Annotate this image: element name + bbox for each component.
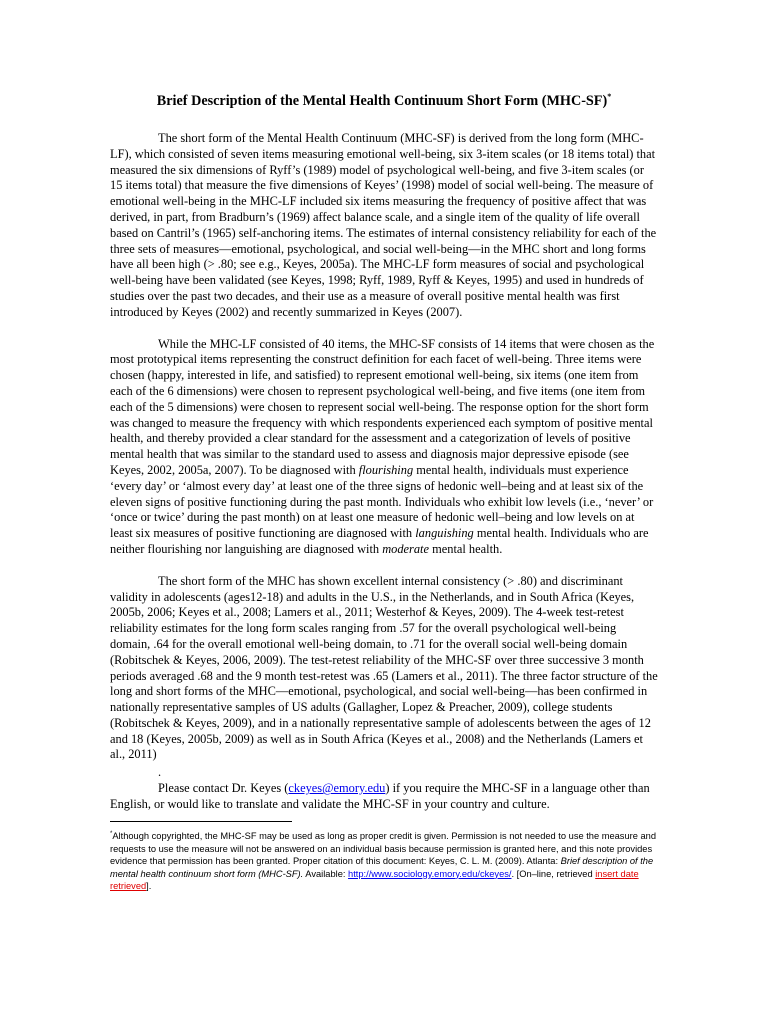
email-link[interactable]: ckeyes@emory.edu bbox=[288, 781, 386, 796]
document-page bbox=[110, 88, 658, 893]
footnote-separator bbox=[110, 821, 292, 822]
languishing-term: languishing bbox=[415, 526, 474, 541]
insert-date-placeholder: insert date retrieved bbox=[110, 868, 639, 892]
flourishing-term: flourishing bbox=[358, 462, 414, 477]
moderate-term: moderate bbox=[382, 541, 430, 556]
footnote: *Although copyrighted, the MHC-SF may be used as long as proper credit is given. Permission is not needed to use the measure and requests to use the measure will not be answered on an individual basis because permission is granted here, and this note provides evidence that permission has been granted. Proper citation of this document: Keyes, C. L. M. (2009). Atlanta: Brief description of the mental health continuum short form (MHC-SF). Available: http://www.sociology.emory.edu/ckeyes/. [On–line, retrieved insert date retrieved]. bbox=[110, 830, 656, 892]
paragraph-1: The short form of the Mental Health Continuum (MHC-SF) is derived from the long form (MHC-LF), which consisted of seven items measuring emotional well-being, six 3-item scales (or 18 items total) that measured the six dimensions of Ryff’s (1989) model of psychological well-being, and five 3-item scales (or 15 items total) that measure the five dimensions of Keyes’ (1998) model of social well-being. The measure of emotional well-being in the MHC-LF included six items measuring the frequency of positive affect that was derived, in part, from Bradburn’s (1969) affect balance scale, and a single item of the quality of life overall based on Cantril’s (1965) self-anchoring items. The estimates of internal consistency reliability for each of the three sets of measures—emotional, psychological, and social well-being—in the MHC short and long forms have all been high (> .80; see e.g., Keyes, 2005a). The MHC-LF form measures of social and psychological well-being have been validated (see Keyes, 1998; Ryff, 1989, Ryff & Keyes, 1995) and used in hundreds of studies over the past two decades, and their use as a measure of overall positive mental health was first introduced by Keyes (2002) and recently summarized in Keyes (2007). bbox=[110, 131, 657, 319]
page-title: Brief Description of the Mental Health Continuum Short Form (MHC-SF)* bbox=[156, 92, 612, 109]
stray-period: . bbox=[158, 765, 162, 780]
website-link[interactable]: http://www.sociology.emory.edu/ckeyes/ bbox=[348, 868, 512, 879]
citation-title: Brief description of the mental health continuum short form (MHC-SF). bbox=[110, 856, 654, 879]
paragraph-3: The short form of the MHC has shown excellent internal consistency (> .80) and discriminant validity in adolescents (ages12-18) and adults in the U.S., in the Netherlands, and in South Africa (Keyes, 2005b, 2006; Keyes et al., 2008; Lamers et al., 2011; Westerhof & Keyes, 2009). The 4-week test-retest reliability estimates for the long form scales ranging from .57 for the overall psychological well-being domain, .64 for the overall emotional well-being domain, to .71 for the overall social well-being domain (Robitschek & Keyes, 2006, 2009). The test-retest reliability of the MHC-SF over three successive 3 month periods averaged .68 and the 9 month test-retest was .65 (Lamers et al., 2011). The three factor structure of the long and short forms of the MHC—emotional, psychological, and social well-being—has been confirmed in nationally representative samples of US adults (Gallagher, Lopez & Preacher, 2009), college students (Robitschek & Keyes, 2009), and in a nationally representative sample of adolescents between the ages of 12 and 18 (Keyes, 2005b, 2009) as well as in South Africa (Keyes et al., 2008) and the Netherlands (Lamers et al., 2011) bbox=[110, 573, 658, 762]
paragraph-4: Please contact Dr. Keyes (ckeyes@emory.edu) if you require the MHC-SF in a language other than English, or would like to translate and validate the MHC-SF in your country and culture. bbox=[110, 781, 650, 812]
title-footnote-marker: * bbox=[607, 92, 612, 101]
paragraph-2: While the MHC-LF consisted of 40 items, the MHC-SF consists of 14 items that were chosen as the most prototypical items representing the construct definition for each facet of well-being. Three items were chosen (happy, interested in life, and satisfied) to represent emotional well-being, six items (one item from each of the 6 dimensions) were chosen to represent psychological well-being, and five items (one item from each of the 5 dimensions) were chosen to represent social well-being. The response option for the short form was changed to measure the frequency with which respondents experienced each symptom of positive mental health, and thereby provided a clear standard for the assessment and a categorization of levels of positive mental health that was similar to the standard used to assess and diagnosis major depressive episode (see Keyes, 2002, 2005a, 2007). To be diagnosed with flourishing mental health, individuals must experience ‘every day’ or ‘almost every day’ at least one of the three signs of hedonic well–being and at least six of the eleven signs of positive functioning during the past month. Individuals who exhibit low levels (i.e., ‘never’ or ‘once or twice’ during the past month) on at least one measure of hedonic well–being and low levels on at least six measures of positive functioning are diagnosed with languishing mental health. Individuals who are neither flourishing nor languishing are diagnosed with moderate mental health. bbox=[110, 336, 655, 556]
footnote-marker: * bbox=[110, 830, 113, 837]
